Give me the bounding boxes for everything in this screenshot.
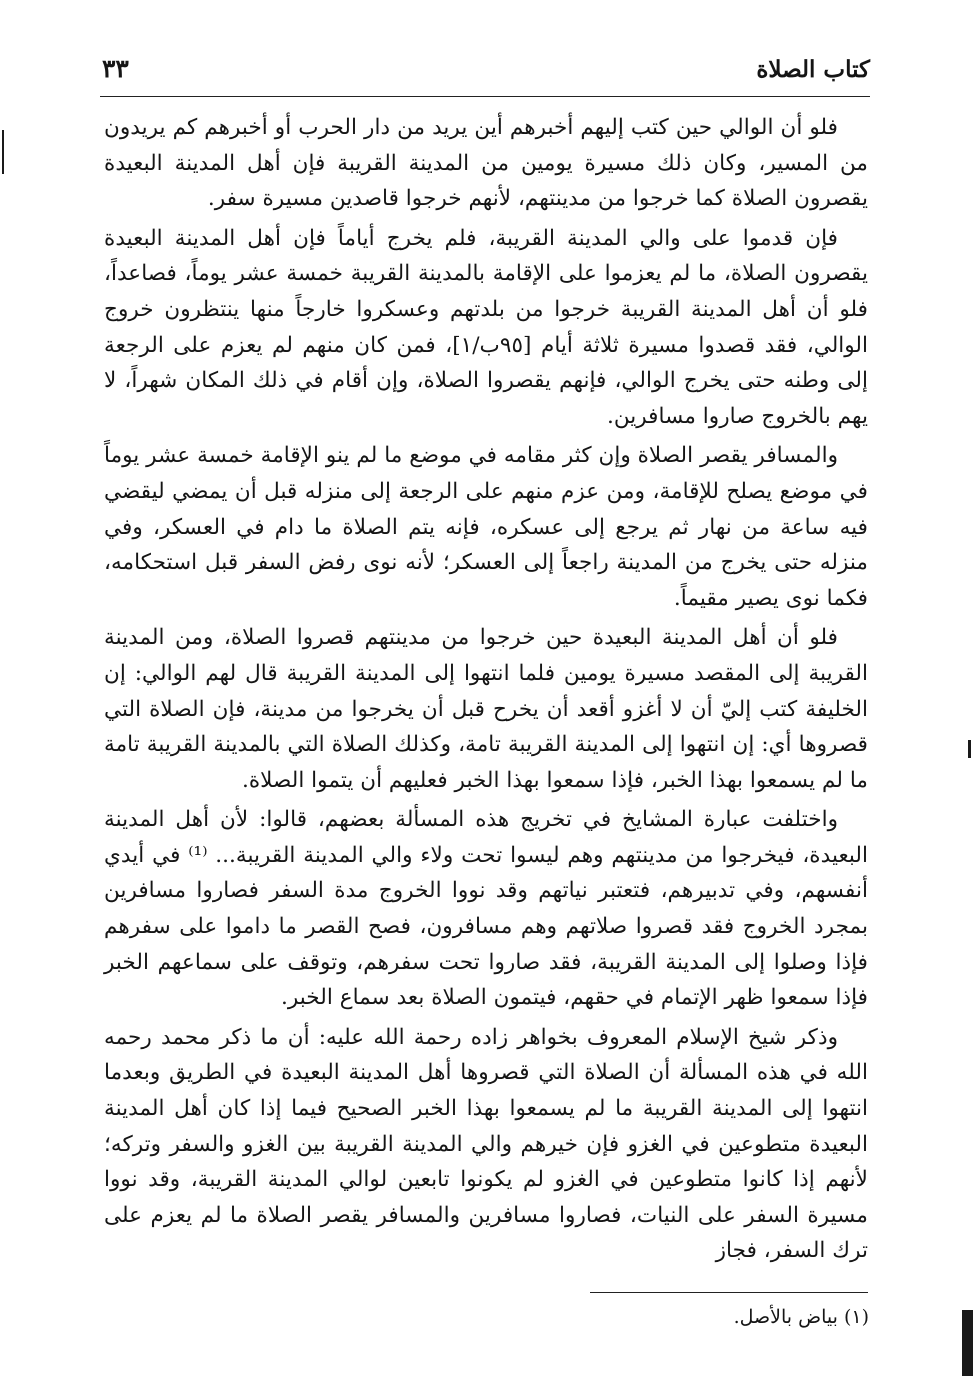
footnote-text: بياض بالأصل. <box>733 1306 838 1328</box>
header-divider <box>100 96 870 97</box>
running-header <box>100 52 870 96</box>
scan-edge-mark <box>962 1310 973 1376</box>
paragraph: وذكر شيخ الإسلام المعروف بخواهر زاده رحمة الله عليه: أن ما ذكر محمد رحمه الله في هذه المسألة أن الصلاة التي قصروها أهل المدينة البعيدة في الطريق وبعدما انتهوا إلى المدينة القريبة ما لم يسمعوا بهذا الخبر الصحيح فيما إذا كان أهل المدينة البعيدة متطوعين في الغزو فإن خيرهم والي المدينة القريبة بين الغزو والسفر وتركه؛ لأنهم إذا كانوا متطوعين في الغزو لم يكونوا تابعين لوالي المدينة القريبة، وقد نووا مسيرة السفر على النيات، فصاروا مسافرين والمسافر يقصر الصلاة ما لم يعزم على ترك السفر، فجاز <box>104 1024 868 1264</box>
paragraph: فلو أن أهل المدينة البعيدة حين خرجوا من مدينتهم قصروا الصلاة، ومن المدينة القريبة إلى المقصد مسيرة يومين فلما انتهوا إلى المدينة القريبة قال لهم الوالي: إن الخليفة كتب إليّ أن لا أغزو أقعد أن يخرح قبل أن يخرجوا من مدينة، فإن الصلاة التي قصروها أي: إن انتهوا إلى المدينة القريبة تامة، وكذلك الصلاة التي بالمدينة القريبة تامة ما لم يسمعوا بهذا الخبر، فإذا سمعوا بهذا الخبر فعليهم أن يتموا الصلاة. <box>104 625 868 793</box>
footnote-marker: (١) <box>843 1306 869 1328</box>
scan-edge-mark <box>2 130 4 174</box>
paragraph: واختلفت عبارة المشايخ في تخريج هذه المسألة بعضهم، قالوا: لأن أهل المدينة البعيدة، فيخرجوا من مدينتهم وهم ليسوا تحت ولاء والي المدينة القريبة... ⁽¹⁾ في أيدي أنفسهم، وفي تدبيرهم، فتعتبر نياتهم وقد نووا الخروج مدة السفر فصاروا مسافرين بمجرد الخروج فقد قصروا صلاتهم وهم مسافرون، فصح القصر ما داموا على سفرهم فإذا وصلوا إلى المدينة القريبة، فقد صاروا تحت سفرهم، وتوقف على سماعهم الخبر فإذا سمعوا ظهر الإتمام في حقهم، فيتمون الصلاة بعد سماع الخبر. <box>104 807 868 1011</box>
paragraph: فلو أن الوالي حين كتب إليهم أخبرهم أين يريد من دار الحرب أو أخبرهم كم يريدون من المسير، وكان ذلك مسيرة يومين من المدينة القريبة فإن أهل المدينة البعيدة يقصرون الصلاة كما خرجوا من مدينتهم، لأنهم خرجوا قاصدين مسيرة سفر. <box>104 115 868 212</box>
chapter-title: كتاب الصلاة <box>756 56 870 83</box>
paragraph: فإن قدموا على والي المدينة القريبة، فلم يخرج أياماً فإن أهل المدينة البعيدة يقصرون الصلاة، ما لم يعزموا على الإقامة بالمدينة القريبة خمسة عشر يوماً، فصاعداً، فلو أن أهل المدينة القريبة خرجوا من بلدتهم وعسكروا خارجاً منها ينتظرون خروج الوالي، فقد قصدوا مسيرة ثلاثة أيام [٩٥ب/١]، فمن كان منهم لم يعزم على الرجعة إلى وطنه حتى يخرج الوالي، فإنهم يقصروا الصلاة، وإن أقام في ذلك المكان شهراً، لا يهم بالخروج صاروا مسافرين. <box>104 225 869 429</box>
footnote-divider <box>590 1292 868 1293</box>
scan-edge-mark <box>968 740 971 758</box>
page-number: ٣٣ <box>102 54 129 83</box>
footnote <box>734 1303 869 1331</box>
main-text <box>104 110 868 1273</box>
paragraph: والمسافر يقصر الصلاة وإن كثر مقامه في موضع ما لم ينو الإقامة خمسة عشر يوماً في موضع يصلح للإقامة، ومن عزم منهم على الرجعة إلى منزله قبل أن يمضي ليقضي فيه ساعة من نهار ثم يرجع إلى عسكره، فإنه يتم الصلاة ما دام في العسكر، وفي منزله حتى يخرج من المدينة راجعاً إلى العسكر؛ لأنه نوى رفض السفر قبل استحكامه، فكما نوى يصير مقيماً. <box>103 443 868 611</box>
